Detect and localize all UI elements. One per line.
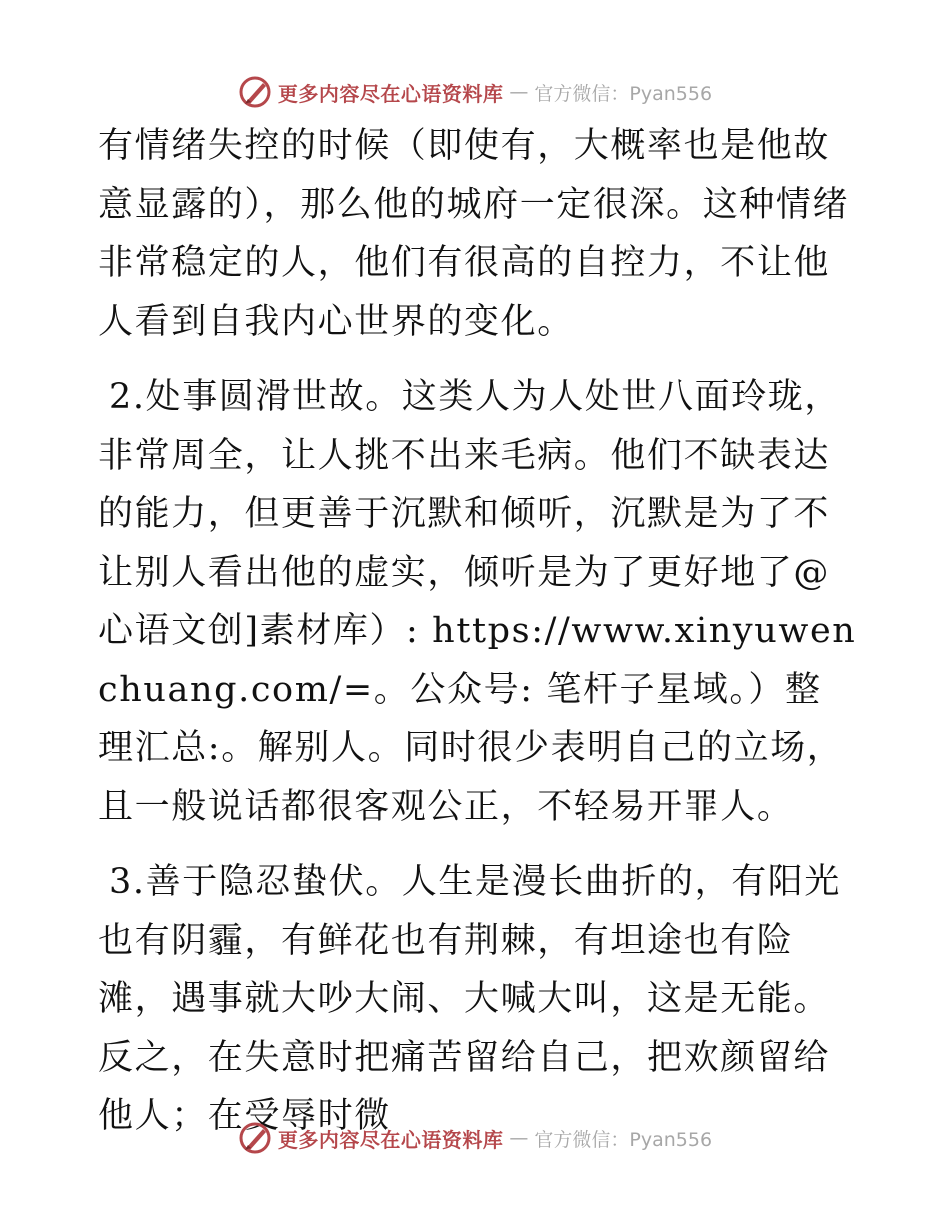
text-line: 露的），那么他的城府一定很深。这种情绪非常稳 (98, 184, 850, 283)
header-dash: — (509, 81, 529, 103)
footer-wechat-text: 官方微信：Pyan556 (534, 1128, 713, 1151)
paragraph-1 (98, 117, 858, 351)
footer-site-text: 更多内容尽在心语资料库 (277, 1127, 504, 1152)
header-wechat-text: 官方微信：Pyan556 (534, 82, 713, 105)
paragraph-2 (98, 368, 858, 836)
text-line: 号: 笔杆子星域。）整理汇总:。解别人。同时很 (98, 669, 822, 768)
text-line: 就大吵大闹、大喊大叫，这是无能。反之，在失意 (98, 979, 831, 1078)
text-line: 力，但更善于沉默和倾听，沉默是为了不让别人看 (98, 494, 831, 593)
text-line: 内心世界的变化。 (281, 301, 574, 342)
header-banner (0, 72, 950, 112)
text-line: 定的人，他们有很高的自控力，不让他人看到自我 (98, 243, 831, 342)
text-line: 轻易开罪人。 (573, 786, 794, 827)
header-site-text: 更多内容尽在心语资料库 (277, 81, 504, 106)
paragraph-3 (98, 853, 858, 1146)
brush-pen-logo-icon (238, 75, 272, 109)
text-line: 库）: https://www.xinyuwenchuang.com/=。公众 (98, 611, 857, 710)
document-body (98, 117, 858, 1146)
text-line: 3.善于隐忍蛰伏。人生是漫长曲折的，有阳光也 (98, 862, 841, 961)
text-line: 有情绪失控的时候（即使有，大概率也是他故意显 (98, 126, 831, 225)
text-line: 2.处事圆滑世故。这类人为人处世八面玲珑，非 (98, 377, 841, 476)
text-line: 出他的虚实，倾听是为了更好地了@心语文创]素材 (98, 552, 831, 651)
text-line: 常周全，让人挑不出来毛病。他们不缺表达的能 (98, 435, 831, 534)
footer-dash: — (509, 1127, 529, 1149)
footer-banner (0, 1118, 950, 1158)
brush-pen-logo-icon (238, 1121, 272, 1155)
text-line: 少表明自己的立场，且一般说话都很客观公正，不 (98, 728, 844, 827)
text-line: 时把痛苦留给自己，把欢颜留给他人；在受辱时微 (98, 1037, 831, 1136)
text-line: 有阴霾，有鲜花也有荆棘，有坦途也有险滩，遇事 (98, 920, 794, 1019)
